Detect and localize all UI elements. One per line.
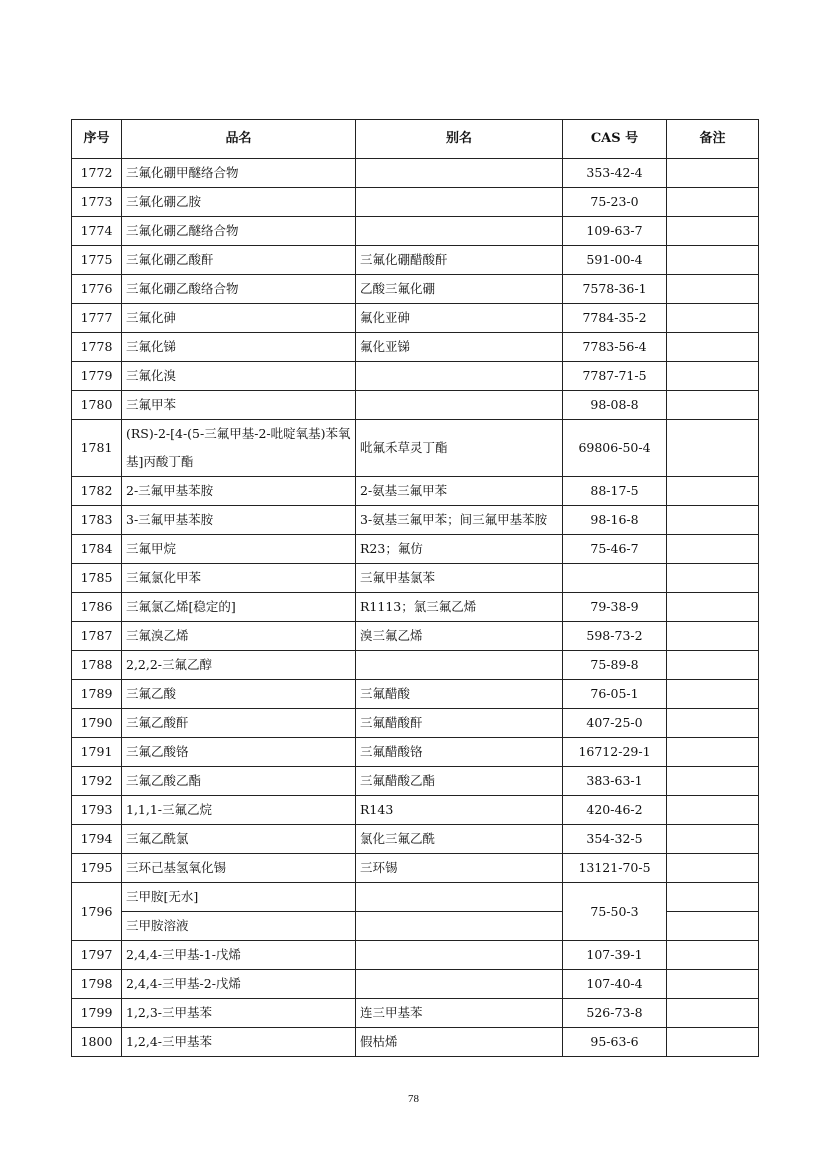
- cell-note: [667, 564, 759, 593]
- cell-note: [667, 333, 759, 362]
- cell-alias: 三氟醋酸: [356, 680, 563, 709]
- cell-note: [667, 391, 759, 420]
- cell-note: [667, 362, 759, 391]
- cell-alias: 三氟醋酸酐: [356, 709, 563, 738]
- header-note: 备注: [667, 120, 759, 159]
- cell-cas: 7784-35-2: [563, 304, 667, 333]
- cell-alias: 三氟醋酸铬: [356, 738, 563, 767]
- cell-no: 1773: [72, 188, 122, 217]
- cell-cas: 16712-29-1: [563, 738, 667, 767]
- cell-note: [667, 999, 759, 1028]
- cell-no: 1797: [72, 941, 122, 970]
- table-row: [72, 970, 759, 999]
- cell-alias: R23；氟仿: [356, 535, 563, 564]
- table-row: [72, 304, 759, 333]
- cell-alias: [356, 391, 563, 420]
- cell-alias: 三环锡: [356, 854, 563, 883]
- cell-no: 1783: [72, 506, 122, 535]
- table-row: [72, 651, 759, 680]
- cell-cas: 76-05-1: [563, 680, 667, 709]
- cell-note: [667, 970, 759, 999]
- table-row: [72, 188, 759, 217]
- cell-cas: 98-16-8: [563, 506, 667, 535]
- cell-cas: 354-32-5: [563, 825, 667, 854]
- cell-alias: 3-氨基三氟甲苯；间三氟甲基苯胺: [356, 506, 563, 535]
- cell-note: [667, 767, 759, 796]
- cell-no: 1799: [72, 999, 122, 1028]
- cell-name: 1,1,1-三氟乙烷: [122, 796, 356, 825]
- cell-note: [667, 651, 759, 680]
- table-row: [72, 420, 759, 477]
- cell-name: 三环己基氢氧化锡: [122, 854, 356, 883]
- cell-cas: 75-89-8: [563, 651, 667, 680]
- cell-no: 1785: [72, 564, 122, 593]
- cell-cas: 591-00-4: [563, 246, 667, 275]
- cell-cas: 407-25-0: [563, 709, 667, 738]
- cell-cas: 107-40-4: [563, 970, 667, 999]
- cell-no: 1772: [72, 159, 122, 188]
- cell-no: 1782: [72, 477, 122, 506]
- cell-note: [667, 1028, 759, 1057]
- cell-note: [667, 246, 759, 275]
- table-row: [72, 362, 759, 391]
- cell-no: 1778: [72, 333, 122, 362]
- cell-name: 2-三氟甲基苯胺: [122, 477, 356, 506]
- cell-alias: [356, 912, 563, 941]
- cell-no: 1779: [72, 362, 122, 391]
- cell-no: 1777: [72, 304, 122, 333]
- header-row: [72, 120, 759, 159]
- cell-name: 三甲胺溶液: [122, 912, 356, 941]
- cell-no: 1795: [72, 854, 122, 883]
- cell-alias: 溴三氟乙烯: [356, 622, 563, 651]
- table-row: [72, 796, 759, 825]
- cell-name: 三氟乙酸乙酯: [122, 767, 356, 796]
- cell-alias: [356, 941, 563, 970]
- cell-cas: 7787-71-5: [563, 362, 667, 391]
- table-row: [72, 593, 759, 622]
- cell-cas: 69806-50-4: [563, 420, 667, 477]
- header-no: 序号: [72, 120, 122, 159]
- table-row: [72, 333, 759, 362]
- cell-cas: 109-63-7: [563, 217, 667, 246]
- cell-no: 1780: [72, 391, 122, 420]
- table-row: [72, 564, 759, 593]
- cell-note: [667, 593, 759, 622]
- page-number: 78: [408, 1093, 419, 1105]
- cell-cas: 75-23-0: [563, 188, 667, 217]
- cell-no: 1776: [72, 275, 122, 304]
- table-row: [72, 535, 759, 564]
- cell-name: 三氟乙酸酐: [122, 709, 356, 738]
- cell-cas: 107-39-1: [563, 941, 667, 970]
- cell-cas: 383-63-1: [563, 767, 667, 796]
- cell-name: 三氟氯乙烯[稳定的]: [122, 593, 356, 622]
- table-row: [72, 159, 759, 188]
- cell-note: [667, 854, 759, 883]
- table-row: [72, 941, 759, 970]
- cell-note: [667, 680, 759, 709]
- table-row: [72, 738, 759, 767]
- cell-name: 2,2,2-三氟乙醇: [122, 651, 356, 680]
- cell-note: [667, 188, 759, 217]
- cell-alias: 2-氨基三氟甲苯: [356, 477, 563, 506]
- cell-no: 1784: [72, 535, 122, 564]
- cell-name: 1,2,4-三甲基苯: [122, 1028, 356, 1057]
- cell-no: 1792: [72, 767, 122, 796]
- cell-name: 三氟溴乙烯: [122, 622, 356, 651]
- cell-alias: R143: [356, 796, 563, 825]
- cell-cas: 598-73-2: [563, 622, 667, 651]
- cell-alias: 吡氟禾草灵丁酯: [356, 420, 563, 477]
- cell-no: 1793: [72, 796, 122, 825]
- cell-cas: 88-17-5: [563, 477, 667, 506]
- cell-alias: 三氟化硼醋酸酐: [356, 246, 563, 275]
- cell-name: 1,2,3-三甲基苯: [122, 999, 356, 1028]
- cell-no: 1790: [72, 709, 122, 738]
- cell-name: 三氟化锑: [122, 333, 356, 362]
- cell-alias: [356, 883, 563, 912]
- cell-alias: [356, 159, 563, 188]
- cell-no: 1798: [72, 970, 122, 999]
- cell-cas: 353-42-4: [563, 159, 667, 188]
- table-row: [72, 1028, 759, 1057]
- cell-alias: [356, 217, 563, 246]
- cell-name: 三氟化硼乙醚络合物: [122, 217, 356, 246]
- cell-cas: 75-46-7: [563, 535, 667, 564]
- table-row: [72, 246, 759, 275]
- cell-no: 1800: [72, 1028, 122, 1057]
- cell-alias: [356, 188, 563, 217]
- cell-alias: R1113；氯三氟乙烯: [356, 593, 563, 622]
- cell-cas: 420-46-2: [563, 796, 667, 825]
- cell-name: 三氟化硼乙胺: [122, 188, 356, 217]
- cell-alias: 假枯烯: [356, 1028, 563, 1057]
- cell-alias: 氟化亚锑: [356, 333, 563, 362]
- table-row: [72, 999, 759, 1028]
- cell-note: [667, 275, 759, 304]
- header-alias: 别名: [356, 120, 563, 159]
- cell-alias: [356, 651, 563, 680]
- table-row: [72, 680, 759, 709]
- cell-note: [667, 622, 759, 651]
- cell-note: [667, 535, 759, 564]
- chemical-table: [71, 119, 759, 1057]
- cell-name: 2,4,4-三甲基-1-戊烯: [122, 941, 356, 970]
- table-row: [72, 391, 759, 420]
- cell-alias: 乙酸三氟化硼: [356, 275, 563, 304]
- cell-name: 三氟甲烷: [122, 535, 356, 564]
- cell-cas: 526-73-8: [563, 999, 667, 1028]
- cell-alias: 三氟醋酸乙酯: [356, 767, 563, 796]
- cell-no: 1789: [72, 680, 122, 709]
- cell-name: 三氟化硼甲醚络合物: [122, 159, 356, 188]
- cell-cas: 75-50-3: [563, 883, 667, 941]
- cell-name: 三氟甲苯: [122, 391, 356, 420]
- cell-no: 1774: [72, 217, 122, 246]
- cell-note: [667, 477, 759, 506]
- cell-name: 三氟乙酸铬: [122, 738, 356, 767]
- cell-name: 3-三氟甲基苯胺: [122, 506, 356, 535]
- cell-note: [667, 738, 759, 767]
- cell-alias: [356, 362, 563, 391]
- cell-no: 1775: [72, 246, 122, 275]
- cell-name: 三氟氯化甲苯: [122, 564, 356, 593]
- cell-cas: 13121-70-5: [563, 854, 667, 883]
- cell-no: 1781: [72, 420, 122, 477]
- cell-cas: 7783-56-4: [563, 333, 667, 362]
- cell-alias: [356, 970, 563, 999]
- cell-cas: 7578-36-1: [563, 275, 667, 304]
- cell-note: [667, 941, 759, 970]
- table-row: [72, 854, 759, 883]
- cell-no: 1794: [72, 825, 122, 854]
- cell-alias: 氯化三氟乙酰: [356, 825, 563, 854]
- cell-name: 三氟化硼乙酸酐: [122, 246, 356, 275]
- cell-note: [667, 420, 759, 477]
- cell-note: [667, 709, 759, 738]
- cell-no: 1796: [72, 883, 122, 941]
- cell-note: [667, 506, 759, 535]
- cell-name: 三甲胺[无水]: [122, 883, 356, 912]
- table-row: [72, 477, 759, 506]
- cell-note: [667, 159, 759, 188]
- table-row: [72, 217, 759, 246]
- table-row: [72, 883, 759, 912]
- table-header: [72, 120, 759, 159]
- cell-note: [667, 304, 759, 333]
- cell-note: [667, 796, 759, 825]
- cell-no: 1791: [72, 738, 122, 767]
- cell-note: [667, 883, 759, 912]
- table-row: [72, 767, 759, 796]
- cell-name: 三氟乙酰氯: [122, 825, 356, 854]
- cell-cas: 79-38-9: [563, 593, 667, 622]
- cell-note: [667, 825, 759, 854]
- cell-name: 三氟化硼乙酸络合物: [122, 275, 356, 304]
- table-row: [72, 506, 759, 535]
- cell-no: 1788: [72, 651, 122, 680]
- cell-name: 三氟乙酸: [122, 680, 356, 709]
- cell-name: 三氟化溴: [122, 362, 356, 391]
- cell-note: [667, 912, 759, 941]
- cell-alias: 三氟甲基氯苯: [356, 564, 563, 593]
- cell-note: [667, 217, 759, 246]
- cell-cas: 98-08-8: [563, 391, 667, 420]
- cell-cas: 95-63-6: [563, 1028, 667, 1057]
- cell-name: 2,4,4-三甲基-2-戊烯: [122, 970, 356, 999]
- table-row: [72, 709, 759, 738]
- header-name: 品名: [122, 120, 356, 159]
- table-row: [72, 275, 759, 304]
- table-row: [72, 825, 759, 854]
- table-row: [72, 622, 759, 651]
- cell-alias: 连三甲基苯: [356, 999, 563, 1028]
- cell-name: (RS)-2-[4-(5-三氟甲基-2-吡啶氧基)苯氧基]丙酸丁酯: [122, 420, 356, 477]
- cell-cas: [563, 564, 667, 593]
- cell-no: 1787: [72, 622, 122, 651]
- cell-alias: 氟化亚砷: [356, 304, 563, 333]
- table-body: [72, 159, 759, 1057]
- cell-name: 三氟化砷: [122, 304, 356, 333]
- header-cas: CAS 号: [563, 120, 667, 159]
- cell-no: 1786: [72, 593, 122, 622]
